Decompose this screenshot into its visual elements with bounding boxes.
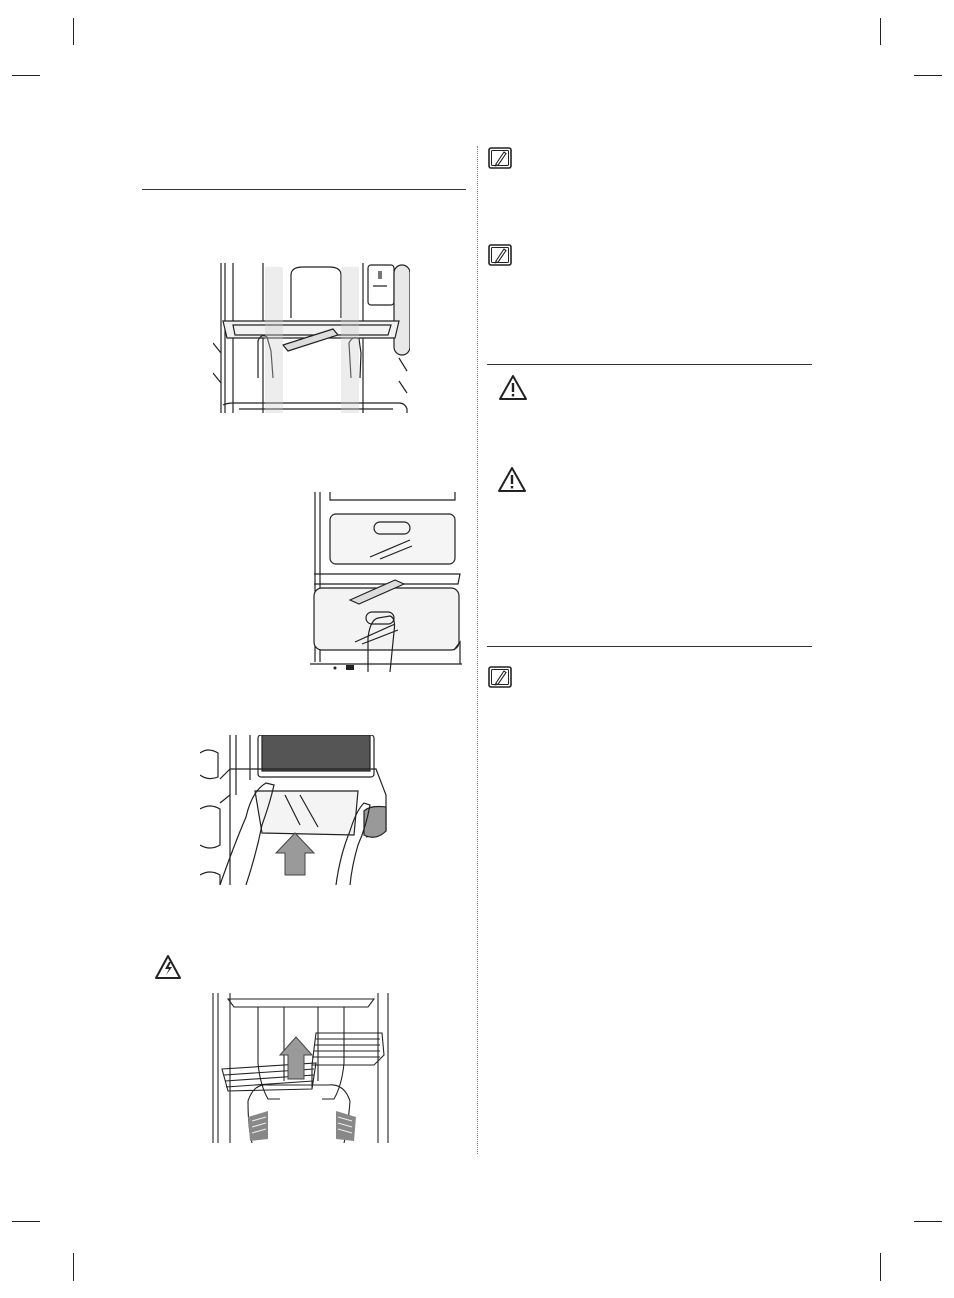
crop-mark-bottom-left-vertical bbox=[73, 1253, 74, 1281]
note-pencil-icon bbox=[488, 666, 512, 688]
crop-mark-bottom-left-horizontal bbox=[12, 1221, 40, 1222]
freezer-door-bin-removal-illustration bbox=[200, 735, 390, 885]
refrigerator-shelf-removal-illustration bbox=[213, 263, 410, 413]
section-rule-right-1 bbox=[487, 364, 812, 365]
note-pencil-icon bbox=[488, 147, 512, 169]
crop-mark-top-left-vertical bbox=[73, 18, 74, 45]
section-rule-right-2 bbox=[487, 646, 812, 647]
warning-triangle-icon bbox=[498, 374, 528, 401]
crop-mark-top-left-horizontal bbox=[12, 75, 40, 76]
freezer-wire-basket-removal-illustration bbox=[208, 993, 394, 1143]
crop-mark-top-right-vertical bbox=[880, 18, 881, 45]
column-divider bbox=[477, 146, 478, 1154]
electric-shock-caution-icon bbox=[154, 954, 182, 980]
warning-triangle-icon bbox=[497, 466, 527, 493]
refrigerator-drawer-removal-illustration bbox=[310, 492, 462, 672]
crop-mark-bottom-right-horizontal bbox=[914, 1221, 942, 1222]
crop-mark-top-right-horizontal bbox=[914, 75, 942, 76]
crop-mark-bottom-right-vertical bbox=[880, 1253, 881, 1281]
section-rule-left bbox=[142, 189, 466, 190]
note-pencil-icon bbox=[488, 244, 512, 266]
